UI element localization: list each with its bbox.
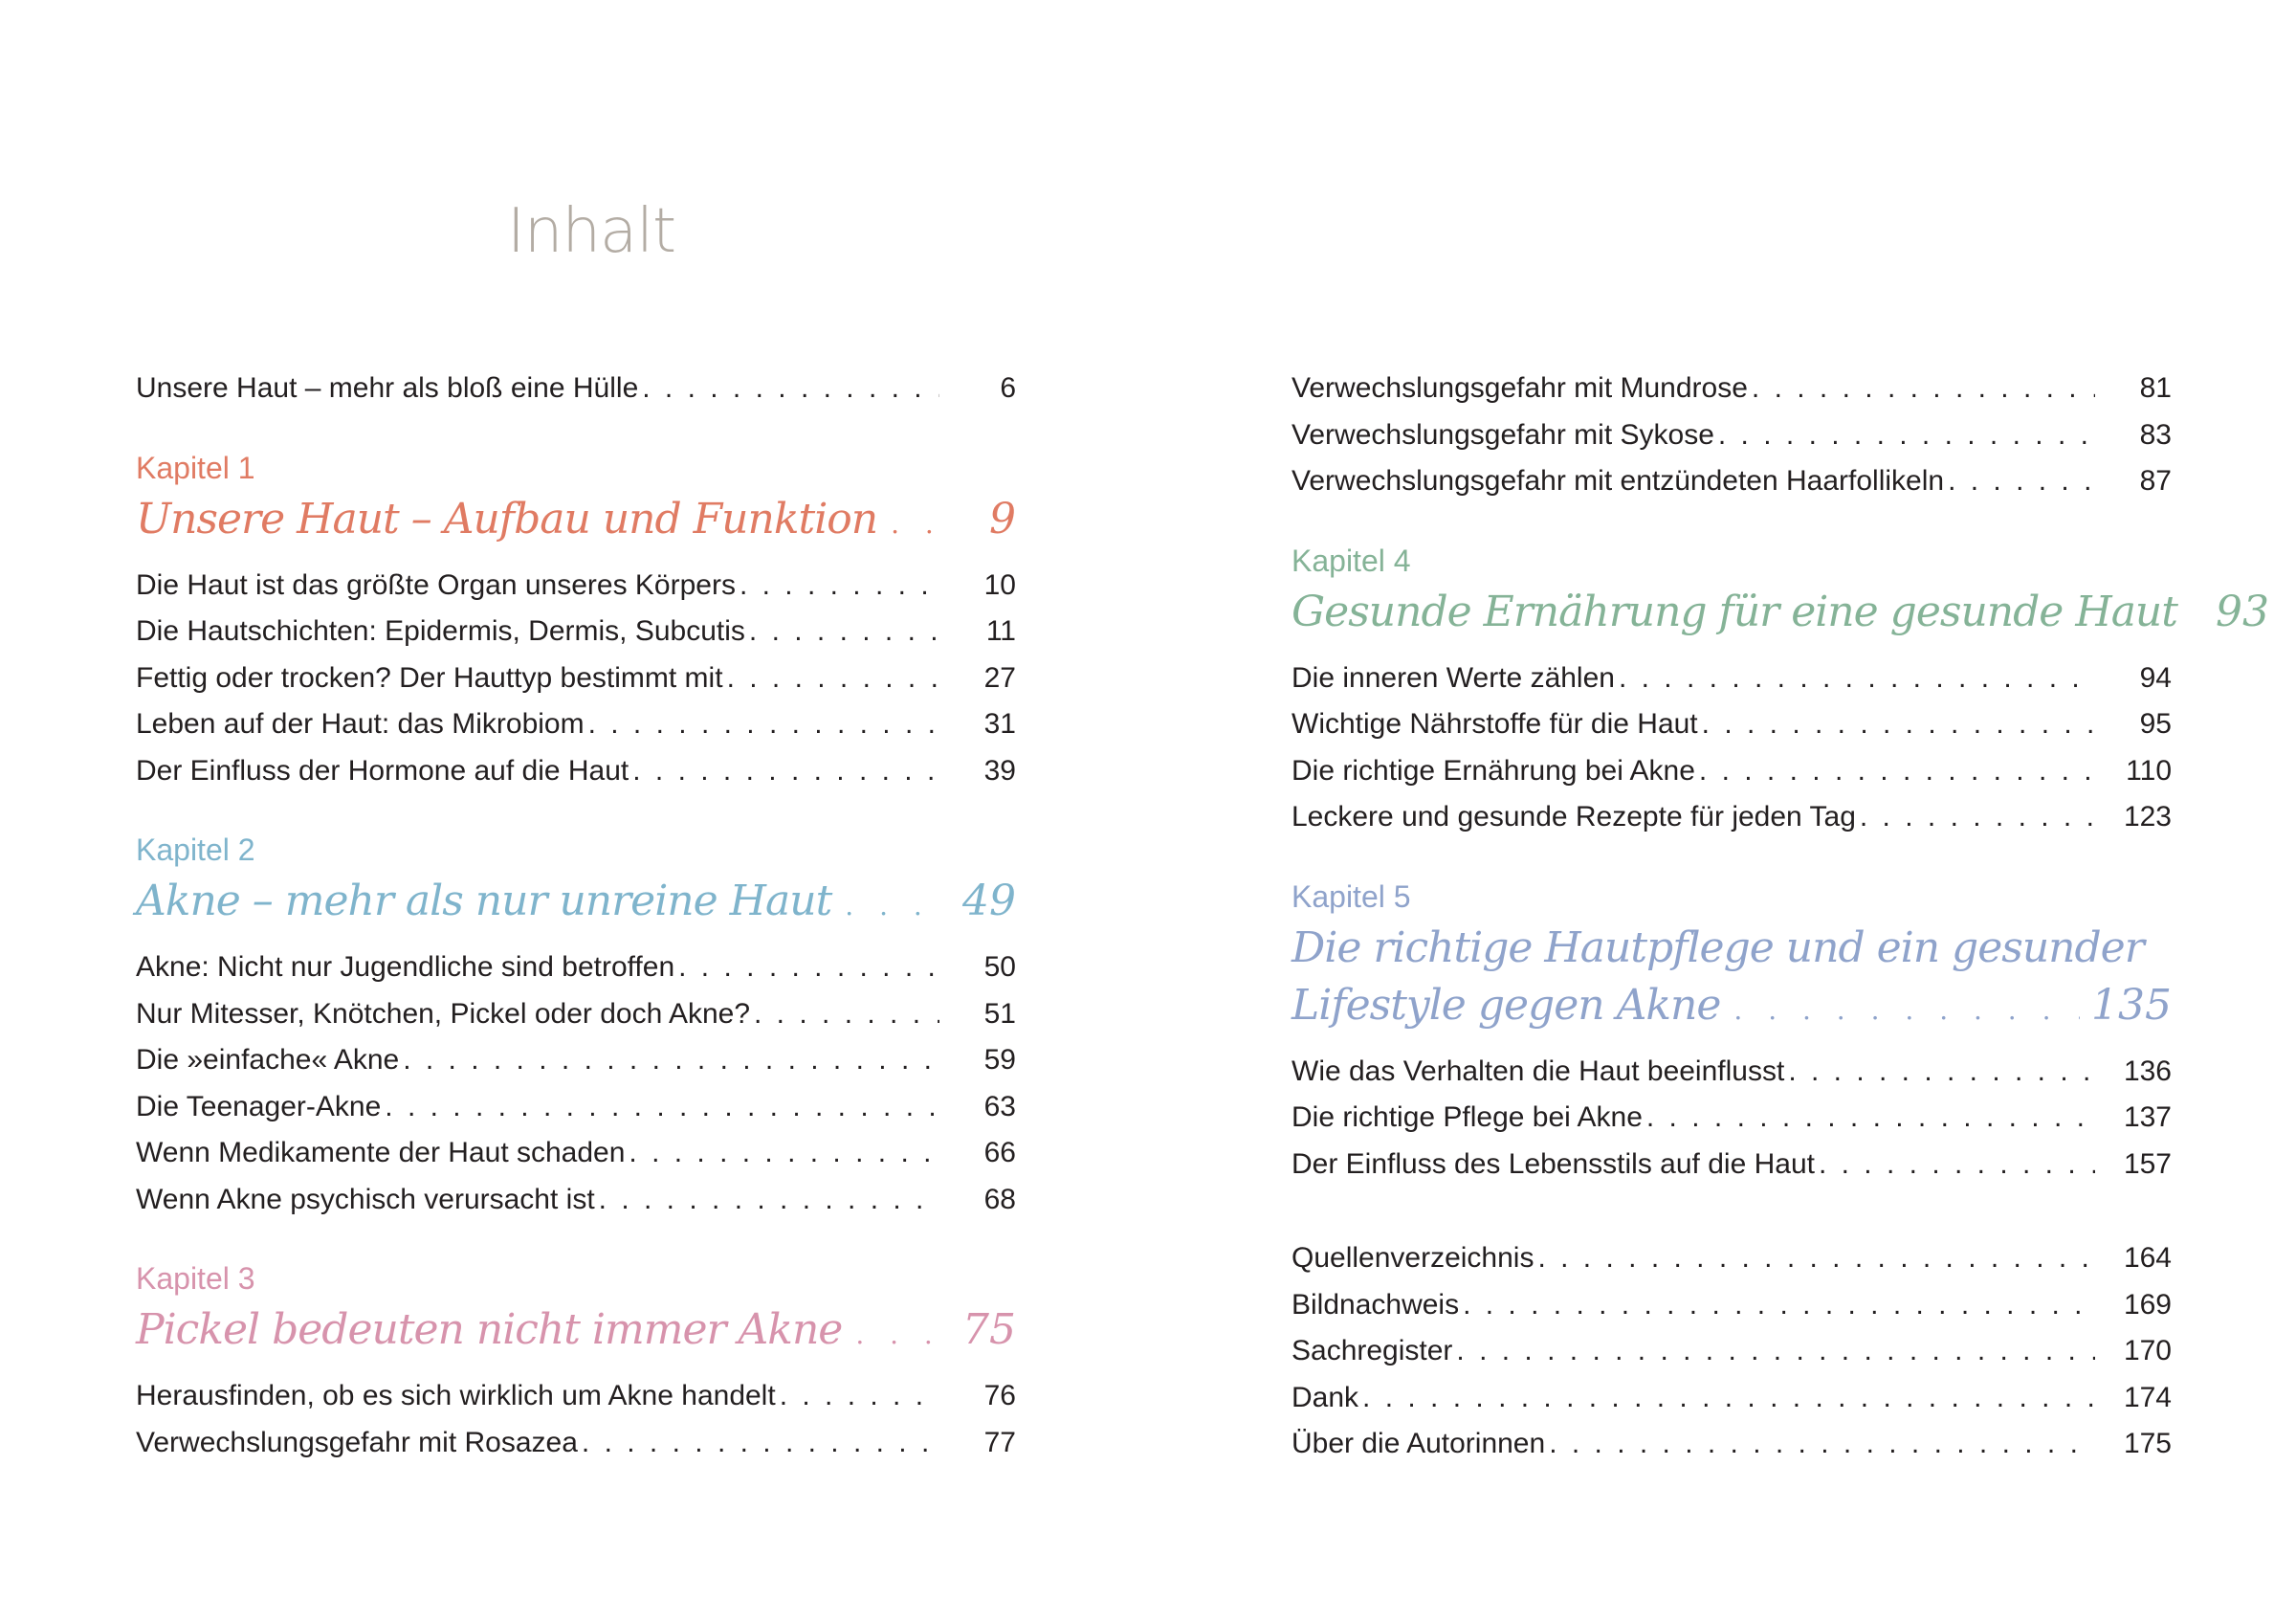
toc-entry[interactable] xyxy=(136,944,1016,991)
chapter-title-line1[interactable]: Die richtige Hautpflege und ein gesunder xyxy=(1292,922,2144,972)
toc-right-column xyxy=(1292,366,2269,1468)
toc-entry[interactable] xyxy=(1292,412,2172,459)
dot-leader xyxy=(582,1420,939,1467)
dot-leader xyxy=(1456,1328,2095,1375)
toc-entry[interactable] xyxy=(136,1177,1016,1224)
entry-page: 66 xyxy=(983,1137,1016,1168)
dot-leader xyxy=(1788,1049,2095,1096)
entry-page: 123 xyxy=(2123,801,2172,833)
entry-title: Die richtige Pflege bei Akne xyxy=(1292,1101,1643,1133)
toc-entry[interactable] xyxy=(1292,701,2172,748)
chapter-page: 9 xyxy=(989,494,1016,544)
entry-page: 39 xyxy=(983,754,1016,787)
chapter-page: 49 xyxy=(962,877,1016,925)
dot-leader xyxy=(632,748,939,795)
dot-leader xyxy=(1860,794,2095,841)
chapter-label: Kapitel 4 xyxy=(1292,543,1411,578)
dot-leader xyxy=(1699,748,2095,795)
entry-page: 164 xyxy=(2123,1242,2172,1274)
entry-title: Die richtige Ernährung bei Akne xyxy=(1292,754,1695,787)
entry-page: 157 xyxy=(2123,1147,2172,1180)
entry-page: 170 xyxy=(2123,1335,2172,1366)
toc-entry[interactable] xyxy=(1292,1375,2172,1422)
entry-page: 136 xyxy=(2123,1055,2172,1087)
entry-page: 6 xyxy=(1000,372,1016,404)
dot-leader xyxy=(780,1373,939,1420)
entry-page: 51 xyxy=(983,997,1016,1030)
toc-entry[interactable] xyxy=(1292,1095,2172,1142)
entry-title: Der Einfluss der Hormone auf die Haut xyxy=(136,754,629,787)
entry-page: 63 xyxy=(983,1090,1016,1122)
toc-entry[interactable] xyxy=(136,1084,1016,1131)
toc-entry[interactable] xyxy=(1292,1421,2172,1468)
toc-entry[interactable] xyxy=(1292,1049,2172,1096)
chapter-label: Kapitel 3 xyxy=(136,1261,255,1296)
spacer xyxy=(1292,1188,2172,1235)
chapter-label: Kapitel 2 xyxy=(136,833,255,867)
entry-page: 137 xyxy=(2123,1101,2172,1133)
dot-leader xyxy=(1752,366,2095,412)
entry-page: 31 xyxy=(983,708,1016,740)
toc-entry[interactable] xyxy=(1292,794,2172,841)
dot-leader xyxy=(1702,701,2095,748)
entry-title: Leckere und gesunde Rezepte für jeden Tag xyxy=(1292,801,1856,833)
appendix-entries xyxy=(1292,1235,2172,1468)
chapter-title-row[interactable] xyxy=(136,1301,1016,1364)
chapter-title-line2: Lifestyle gegen Akne xyxy=(1292,980,1721,1030)
toc-entry[interactable] xyxy=(136,655,1016,702)
chapter-page: 75 xyxy=(962,1305,1016,1354)
chapter-title-row[interactable] xyxy=(1292,977,2172,1039)
entry-page: 76 xyxy=(983,1380,1016,1411)
entry-page: 94 xyxy=(2139,661,2172,694)
entry-title: Dank xyxy=(1292,1381,1359,1413)
entry-page: 83 xyxy=(2139,418,2172,451)
entry-title: Verwechslungsgefahr mit Mundrose xyxy=(1292,372,1748,404)
toc-entry[interactable] xyxy=(136,1420,1016,1467)
chapter-page: 135 xyxy=(2091,980,2172,1030)
toc-entry[interactable] xyxy=(1292,1282,2172,1329)
dot-leader xyxy=(403,1037,939,1084)
chapter-title-row[interactable] xyxy=(1292,584,2269,646)
entry-title: Wichtige Nährstoffe für die Haut xyxy=(1292,708,1698,740)
entry-title: Akne: Nicht nur Jugendliche sind betroffen xyxy=(136,951,675,983)
entry-title: Sachregister xyxy=(1292,1335,1453,1366)
chapter-label: Kapitel 1 xyxy=(136,450,255,485)
toc-entry-intro[interactable] xyxy=(136,366,1016,412)
chapter-3-continued-entries xyxy=(1292,366,2172,505)
entry-page: 87 xyxy=(2139,465,2172,497)
toc-entry[interactable] xyxy=(1292,1235,2172,1282)
chapter-5 xyxy=(1292,877,2172,1039)
entry-title: Unsere Haut – mehr als bloß eine Hülle xyxy=(136,372,639,404)
entry-page: 68 xyxy=(983,1183,1016,1215)
entry-title: Die Hautschichten: Epidermis, Dermis, Subcutis xyxy=(136,615,745,647)
toc-entry[interactable] xyxy=(136,701,1016,748)
toc-entry[interactable] xyxy=(1292,366,2172,412)
dot-leader xyxy=(749,609,939,655)
toc-entry[interactable] xyxy=(136,1373,1016,1420)
chapter-4 xyxy=(1292,542,2269,646)
entry-title: Verwechslungsgefahr mit Sykose xyxy=(1292,418,1714,451)
entry-page: 59 xyxy=(983,1044,1016,1076)
entry-title: Die Haut ist das größte Organ unseres Körpers xyxy=(136,568,736,601)
entry-title: Der Einfluss des Lebensstils auf die Haut xyxy=(1292,1147,1815,1180)
dot-leader xyxy=(629,1130,939,1177)
dot-leader xyxy=(845,877,938,935)
chapter-2 xyxy=(136,831,1016,935)
chapter-1-entries xyxy=(136,563,1016,795)
entry-page: 169 xyxy=(2123,1288,2172,1321)
dot-leader xyxy=(385,1084,939,1131)
entry-title: Fettig oder trocken? Der Hauttyp bestimmt mit xyxy=(136,661,723,694)
chapter-5-entries xyxy=(1292,1049,2172,1188)
entry-title: Über die Autorinnen xyxy=(1292,1428,1546,1459)
toc-entry[interactable] xyxy=(136,1130,1016,1177)
dot-leader xyxy=(642,366,939,412)
entry-title: Wie das Verhalten die Haut beeinflusst xyxy=(1292,1055,1785,1087)
toc-entry[interactable] xyxy=(1292,1328,2172,1375)
dot-leader xyxy=(1819,1142,2095,1188)
entry-title: Die Teenager-Akne xyxy=(136,1090,382,1122)
toc-entry[interactable] xyxy=(136,609,1016,655)
dot-leader xyxy=(1463,1282,2095,1329)
entry-page: 95 xyxy=(2139,708,2172,740)
dot-leader xyxy=(588,701,939,748)
chapter-page: 93 xyxy=(2215,587,2269,636)
entry-title: Bildnachweis xyxy=(1292,1288,1460,1321)
entry-title: Die »einfache« Akne xyxy=(136,1044,400,1076)
entry-title: Leben auf der Haut: das Mikrobiom xyxy=(136,708,585,740)
entry-title: Wenn Medikamente der Haut schaden xyxy=(136,1137,626,1168)
dot-leader xyxy=(1549,1421,2095,1468)
entry-page: 81 xyxy=(2139,372,2172,404)
toc-entry[interactable] xyxy=(136,1037,1016,1084)
chapter-4-entries xyxy=(1292,655,2172,841)
dot-leader xyxy=(891,496,938,553)
entry-title: Nur Mitesser, Knötchen, Pickel oder doch Akne? xyxy=(136,997,751,1030)
toc-entry[interactable] xyxy=(136,563,1016,610)
chapter-title: Akne – mehr als nur unreine Haut xyxy=(136,877,832,925)
toc-entry[interactable] xyxy=(136,991,1016,1038)
dot-leader xyxy=(1362,1375,2095,1422)
entry-title: Verwechslungsgefahr mit entzündeten Haarfollikeln xyxy=(1292,465,1945,497)
page-title: Inhalt xyxy=(507,196,676,267)
chapter-2-entries xyxy=(136,944,1016,1223)
entry-page: 50 xyxy=(983,951,1016,983)
entry-page: 11 xyxy=(985,615,1016,647)
dot-leader xyxy=(1733,982,2080,1039)
dot-leader xyxy=(1948,458,2095,505)
dot-leader xyxy=(740,563,939,610)
dot-leader xyxy=(1619,655,2095,702)
entry-page: 174 xyxy=(2123,1381,2172,1413)
chapter-title: Pickel bedeuten nicht immer Akne xyxy=(136,1305,843,1354)
toc-entry[interactable] xyxy=(1292,458,2172,505)
dot-leader xyxy=(678,944,939,991)
chapter-title-row[interactable] xyxy=(136,491,1016,553)
toc-entry[interactable] xyxy=(1292,748,2172,795)
dot-leader xyxy=(1718,412,2095,459)
chapter-title: Unsere Haut – Aufbau und Funktion xyxy=(136,494,878,544)
chapter-title-row[interactable] xyxy=(136,873,1016,935)
dot-leader xyxy=(855,1306,938,1364)
entry-page: 10 xyxy=(983,568,1016,601)
entry-page: 175 xyxy=(2123,1428,2172,1459)
toc-entry[interactable] xyxy=(136,748,1016,795)
chapter-title: Gesunde Ernährung für eine gesunde Haut xyxy=(1292,587,2177,636)
entry-title: Quellenverzeichnis xyxy=(1292,1242,1534,1274)
chapter-label: Kapitel 5 xyxy=(1292,878,1411,914)
entry-page: 27 xyxy=(983,661,1016,694)
dot-leader xyxy=(754,991,939,1038)
toc-entry[interactable] xyxy=(1292,655,2172,702)
dot-leader xyxy=(599,1177,939,1224)
toc-entry[interactable] xyxy=(1292,1142,2172,1188)
entry-title: Die inneren Werte zählen xyxy=(1292,661,1615,694)
chapter-3 xyxy=(136,1259,1016,1364)
entry-title: Verwechslungsgefahr mit Rosazea xyxy=(136,1426,578,1458)
entry-title: Herausfinden, ob es sich wirklich um Akne handelt xyxy=(136,1380,776,1411)
toc-left-column xyxy=(136,366,1016,1466)
chapter-3-entries xyxy=(136,1373,1016,1466)
entry-page: 77 xyxy=(983,1426,1016,1458)
chapter-1 xyxy=(136,449,1016,553)
dot-leader xyxy=(1646,1095,2095,1142)
entry-title: Wenn Akne psychisch verursacht ist xyxy=(136,1183,595,1215)
dot-leader xyxy=(1537,1235,2095,1282)
entry-page: 110 xyxy=(2126,754,2172,787)
dot-leader xyxy=(727,655,939,702)
